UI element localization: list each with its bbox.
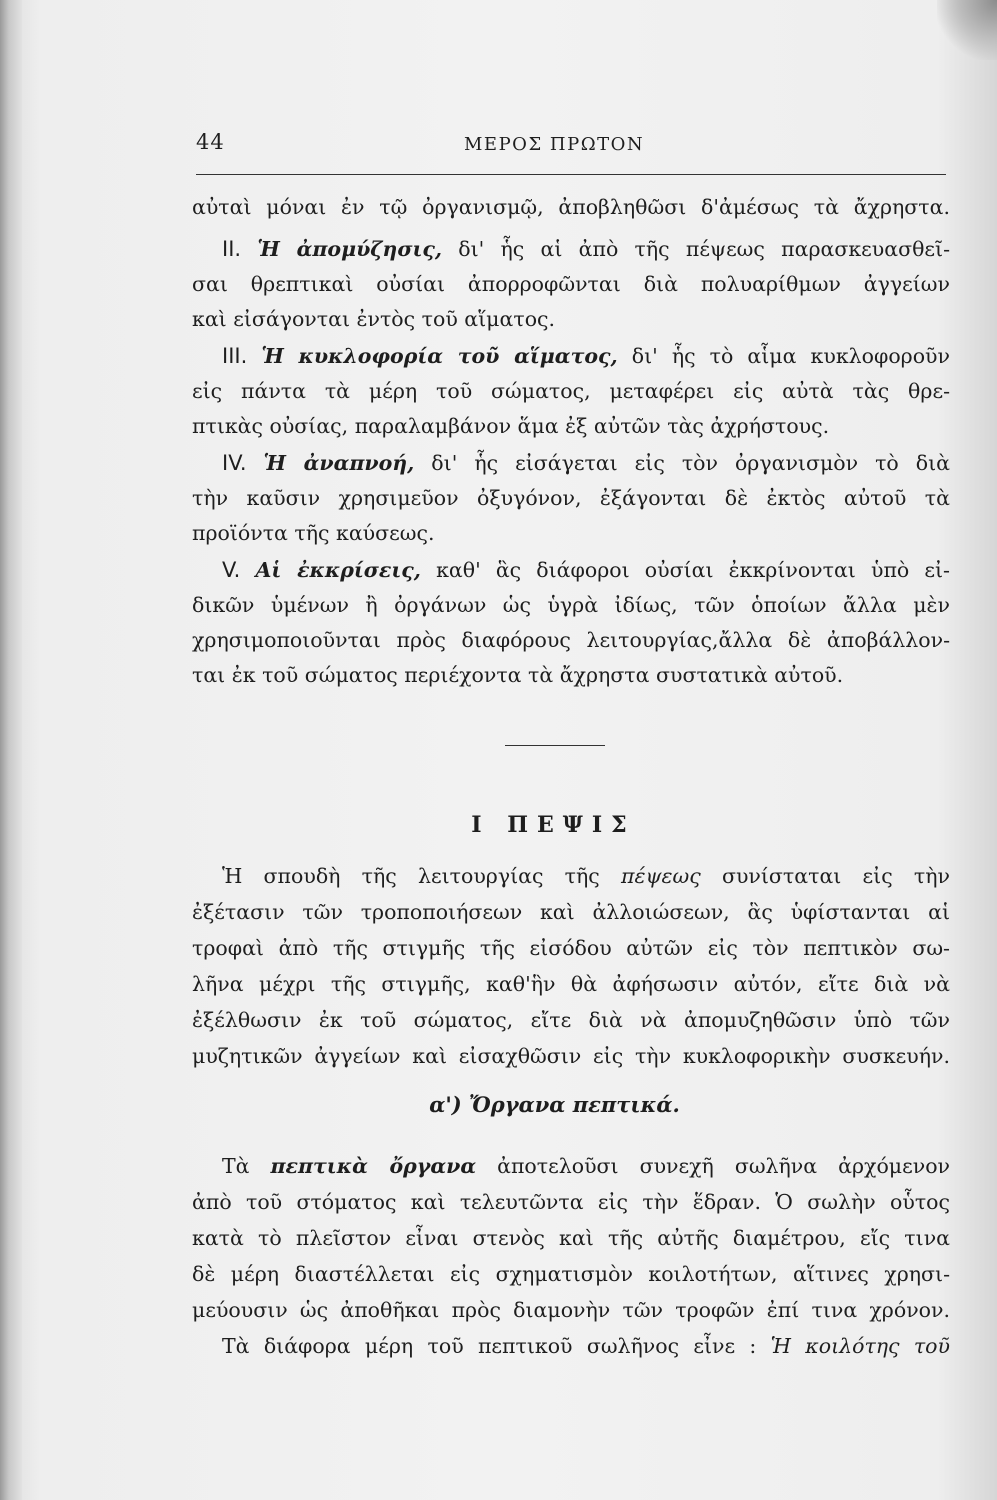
text-fragment: Ἡ σπουδὴ τῆς λειτουργίας τῆς — [222, 864, 621, 888]
list-number: V. — [222, 558, 241, 582]
emphasis: πέψεως — [621, 864, 701, 888]
text-fragment: συνίσταται εἰς τὴν — [700, 864, 950, 888]
text-line: αὐταὶ μόναι ἐν τῷ ὀργανισμῷ, ἀποβληθῶσι δ'ἀμέσως τὰ ἄχρηστα. — [192, 195, 950, 219]
page-number: 44 — [196, 130, 225, 154]
list-term: Ἡ κυκλοφορία τοῦ αἵματος, — [261, 344, 618, 368]
text-line: μεύουσιν ὡς ἀποθῆκαι πρὸς διαμονὴν τῶν τροφῶν ἐπί τινα χρόνον. — [192, 1298, 950, 1322]
list-term: Αἱ ἐκκρίσεις, — [255, 558, 421, 582]
paragraph-first-line — [192, 860, 950, 893]
list-number: II. — [222, 237, 242, 261]
list-item-iv — [192, 447, 950, 480]
section-divider — [505, 745, 605, 746]
text-line: προϊόντα τῆς καύσεως. — [192, 521, 435, 545]
header-rule — [196, 174, 946, 175]
list-item-iii — [192, 340, 950, 373]
list-term: Ἡ ἀπομύζησις, — [257, 237, 442, 261]
list-term: Ἡ ἀναπνοή, — [263, 451, 415, 475]
list-item-v — [192, 554, 950, 587]
text-line: τὴν καῦσιν χρησιμεῦον ὀξυγόνον, ἐξάγονται δὲ ἐκτὸς αὐτοῦ τὰ — [192, 486, 950, 510]
text-line: κατὰ τὸ πλεῖστον εἶναι στενὸς καὶ τῆς αὐτῆς διαμέτρου, εἴς τινα — [192, 1226, 950, 1250]
text-fragment: δι' ἧς τὸ αἷμα κυκλοφοροῦν — [617, 344, 950, 368]
text-fragment: Τὰ διάφορα μέρη τοῦ πεπτικοῦ σωλῆνος εἶνε : — [222, 1334, 771, 1358]
text-line: σαι θρεπτικαὶ οὐσίαι ἀπορροφῶνται διὰ πολυαρίθμων ἀγγείων — [192, 272, 950, 296]
paragraph-first-line — [192, 1330, 950, 1363]
text-line: εἰς πάντα τὰ μέρη τοῦ σώματος, μεταφέρει εἰς αὐτὰ τὰς θρε- — [192, 379, 950, 403]
section-title: Ι ΠΕΨΙΣ — [471, 812, 636, 838]
text-fragment: δι' ἧς εἰσάγεται εἰς τὸν ὀργανισμὸν τὸ διὰ — [414, 451, 950, 475]
page-corner-wear — [937, 0, 997, 60]
text-fragment: ἀποτελοῦσι συνεχῆ σωλῆνα ἀρχόμενον — [476, 1154, 950, 1178]
page-header — [196, 128, 948, 168]
text-line: ἐξέλθωσιν ἐκ τοῦ σώματος, εἴτε διὰ νὰ ἀπομυζηθῶσιν ὑπὸ τῶν — [192, 1008, 950, 1032]
text-fragment: καθ' ἃς διάφοροι οὐσίαι ἐκκρίνονται ὑπὸ εἰ- — [420, 558, 950, 582]
text-line: καὶ εἰσάγονται ἐντὸς τοῦ αἵματος. — [192, 307, 556, 331]
text-line: δὲ μέρη διαστέλλεται εἰς σχηματισμὸν κοιλοτήτων, αἵτινες χρησι- — [192, 1262, 950, 1286]
subsection-heading: α') Ὄργανα πεπτικά. — [429, 1092, 680, 1117]
text-line: ται ἐκ τοῦ σώματος περιέχοντα τὰ ἄχρηστα συστατικὰ αὐτοῦ. — [192, 663, 844, 687]
running-head: ΜΕΡΟΣ ΠΡΩΤΟΝ — [464, 134, 645, 155]
text-line: μυζητικῶν ἀγγείων καὶ εἰσαχθῶσιν εἰς τὴν κυκλοφορικὴν συσκευήν. — [192, 1044, 950, 1068]
list-number: III. — [222, 344, 248, 368]
text-line: πτικὰς οὐσίας, παραλαμβάνον ἅμα ἐξ αὐτῶν τὰς ἀχρήστους. — [192, 414, 830, 438]
list-number: IV. — [222, 451, 247, 475]
text-line: λῆνα μέχρι τῆς στιγμῆς, καθ'ἣν θὰ ἀφήσωσιν αὐτόν, εἴτε διὰ νὰ — [192, 972, 950, 996]
text-line: χρησιμοποιοῦνται πρὸς διαφόρους λειτουργίας,ἄλλα δὲ ἀποβάλλον- — [192, 628, 950, 652]
emphasis: Ἡ κοιλότης τοῦ — [770, 1334, 950, 1358]
paragraph-first-line — [192, 1150, 950, 1183]
key-term: πεπτικὰ ὄργανα — [270, 1154, 477, 1178]
text-fragment: δι' ἧς αἱ ἀπὸ τῆς πέψεως παρασκευασθεῖ- — [442, 237, 950, 261]
list-item-ii — [192, 233, 950, 266]
text-line: τροφαὶ ἀπὸ τῆς στιγμῆς τῆς εἰσόδου αὐτῶν εἰς τὸν πεπτικὸν σω- — [192, 936, 950, 960]
text-line: ἐξέτασιν τῶν τροποποιήσεων καὶ ἀλλοιώσεων, ἃς ὑφίστανται αἱ — [192, 900, 950, 924]
text-line: δικῶν ὑμένων ἢ ὀργάνων ὡς ὑγρὰ ἰδίως, τῶν ὁποίων ἄλλα μὲν — [192, 593, 950, 617]
text-fragment: Τὰ — [222, 1154, 271, 1178]
page-binding-shadow — [0, 0, 22, 1500]
text-line: ἀπὸ τοῦ στόματος καὶ τελευτῶντα εἰς τὴν ἕδραν. Ὁ σωλὴν οὗτος — [192, 1190, 950, 1214]
